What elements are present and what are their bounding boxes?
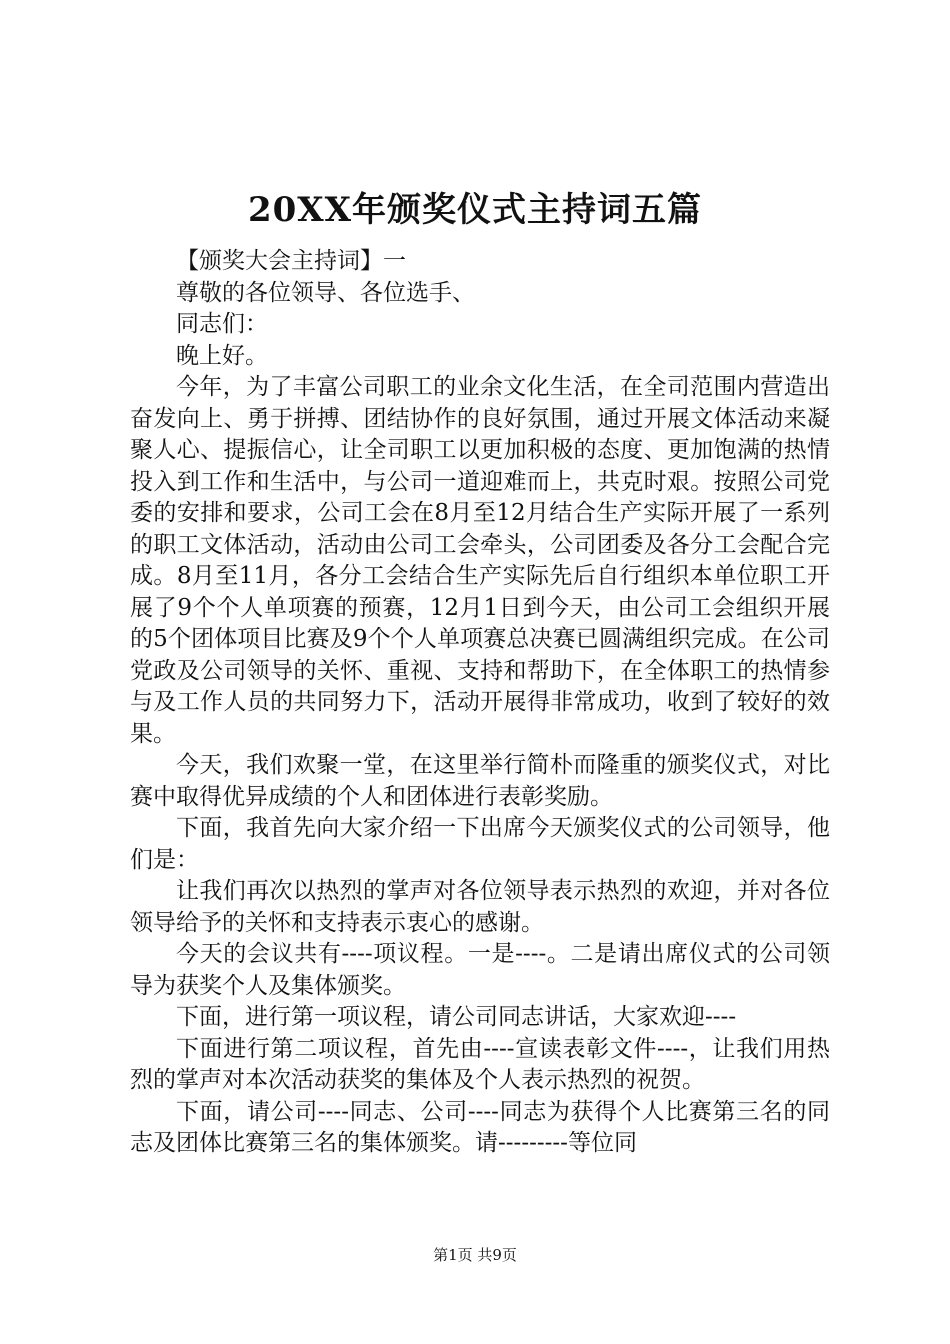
page-indicator: 第1页 共9页	[433, 1246, 517, 1264]
paragraph-agenda: 今天的会议共有----项议程。一是----。二是请出席仪式的公司领导为获奖个人及集体颁奖。	[130, 941, 830, 999]
paragraph-welcome: 让我们再次以热烈的掌声对各位领导表示热烈的欢迎，并对各位领导给予的关怀和支持表示衷心的感谢。	[130, 878, 830, 936]
paragraph-salutation: 尊敬的各位领导、各位选手、	[176, 279, 475, 306]
document-body	[130, 246, 830, 1160]
paragraph-leaders: 下面，我首先向大家介绍一下出席今天颁奖仪式的公司领导，他们是：	[130, 815, 830, 873]
paragraph-intro: 今年，为了丰富公司职工的业余文化生活，在全司范围内营造出奋发向上、勇于拼搏、团结协作的良好氛围，通过开展文体活动来凝聚人心、提振信心，让全司职工以更加积极的态度、更加饱满的热情投入到工作和生活中，与公司一道迎难而上，共克时艰。按照公司党委的安排和要求，公司工会在8月至12月结合生产实际开展了一系列的职工文体活动，活动由公司工会牵头，公司团委及各分工会配合完成。8月至11月，各分工会结合生产实际先后自行组织本单位职工开展了9个个人单项赛的预赛，12月1日到今天，由公司工会组织开展的5个团体项目比赛及9个个人单项赛总决赛已圆满组织完成。在公司党政及公司领导的关怀、重视、支持和帮助下，在全体职工的热情参与及工作人员的共同努力下，活动开展得非常成功，收到了较好的效果。	[130, 374, 830, 747]
paragraph-heading: 【颁奖大会主持词】一	[176, 248, 406, 274]
paragraph-salutation-2: 同志们：	[176, 311, 268, 337]
paragraph-item-two: 下面进行第二项议程，首先由----宣读表彰文件----，让我们用热烈的掌声对本次活动获奖的集体及个人表示热烈的祝贺。	[130, 1035, 830, 1093]
document-title: 20XX年颁奖仪式主持词五篇	[247, 190, 703, 230]
paragraph-awards: 下面，请公司----同志、公司----同志为获得个人比赛第三名的同志及团体比赛第三名的集体颁奖。请---------等位同	[130, 1098, 830, 1156]
paragraph-ceremony: 今天，我们欢聚一堂，在这里举行简朴而隆重的颁奖仪式，对比赛中取得优异成绩的个人和团体进行表彰奖励。	[130, 752, 830, 810]
paragraph-greeting: 晚上好。	[176, 342, 268, 369]
paragraph-item-one: 下面，进行第一项议程，请公司同志讲话，大家欢迎----	[176, 1004, 737, 1030]
